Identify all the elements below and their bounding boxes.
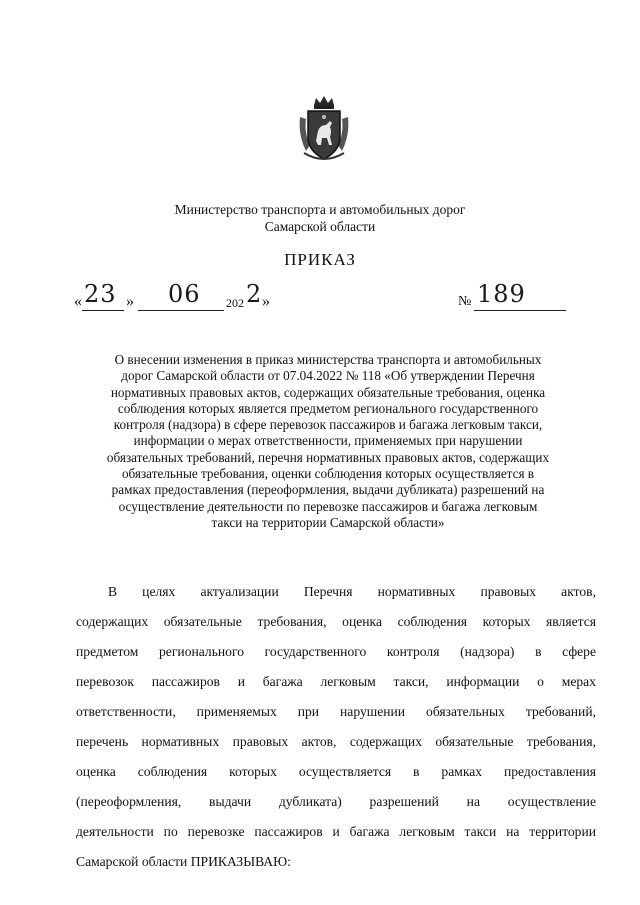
body-line: оценка соблюдения которых осуществляется в рамках предоставления [76,764,596,779]
document-type-title: ПРИКАЗ [284,250,356,269]
body-line: Самарской области ПРИКАЗЫВАЮ: [76,854,291,869]
subject-line: дорог Самарской области от 07.04.2022 № 118 «Об утверждении Перечня [121,368,535,384]
body-line: перевозок пассажиров и багажа легковым такси, информации о мерах [76,674,596,689]
subject-line: соблюдения которых является предметом регионального государственного [117,400,539,416]
subject-line: рамках предоставления (переоформления, выдачи дубликата) разрешений на [111,482,545,498]
date-number-line [0,280,640,314]
body-line: (переоформления, выдачи дубликата) разрешений на осуществление [76,794,596,809]
subject-line: информации о мерах ответственности, применяемых при нарушении [133,433,523,449]
body-line: предметом регионального государственного контроля (надзора) в сфере [76,644,596,659]
body-line: деятельности по перевозке пассажиров и багажа легковым такси на территории [76,824,596,839]
body-line: содержащих обязательные требования, оценка соблюдения которых является [76,614,596,629]
date-year-prefix: 202 [226,296,244,310]
subject-line: обязательные требования, оценки соблюдения которых осуществляется в [121,466,535,482]
subject-line: обязательных требований, перечня нормативных правовых актов, содержащих [106,449,550,465]
ministry-name-line2: Самарской области [264,219,376,234]
date-day-underline [82,310,124,311]
date-day: 23 [84,280,117,308]
date-month: 06 [168,280,201,308]
order-number-underline [474,310,566,311]
subject-line: осуществление деятельности по перевозке пассажиров и багажа легковым [118,498,538,514]
date-month-underline [138,310,224,311]
ministry-name-line1: Министерство транспорта и автомобильных дорог [174,202,466,217]
body-line: В целях актуализации Перечня нормативных правовых актов, [108,584,596,599]
order-body-paragraph [76,577,596,877]
number-sign: № [458,294,472,309]
subject-line: такси на территории Самарской области» [211,514,445,530]
subject-line: О внесении изменения в приказ министерства транспорта и автомобильных [114,352,542,367]
date-close-quote: » [126,293,134,310]
order-subject [70,352,586,531]
order-number: 189 [477,280,526,308]
date-open-quote: « [74,293,82,310]
subject-line: нормативных правовых актов, содержащих обязательные требования, оценка [110,384,546,400]
date-year-quote: » [262,293,270,310]
coat-of-arms-emblem [296,95,352,163]
date-year-digit: 2 [246,280,263,308]
body-line: перечень нормативных правовых актов, содержащих обязательные требования, [76,734,596,749]
subject-line: контроля (надзора) в сфере перевозок пассажиров и багажа легковым такси, [113,417,543,433]
body-line: ответственности, применяемых при нарушении обязательных требований, [76,704,596,719]
